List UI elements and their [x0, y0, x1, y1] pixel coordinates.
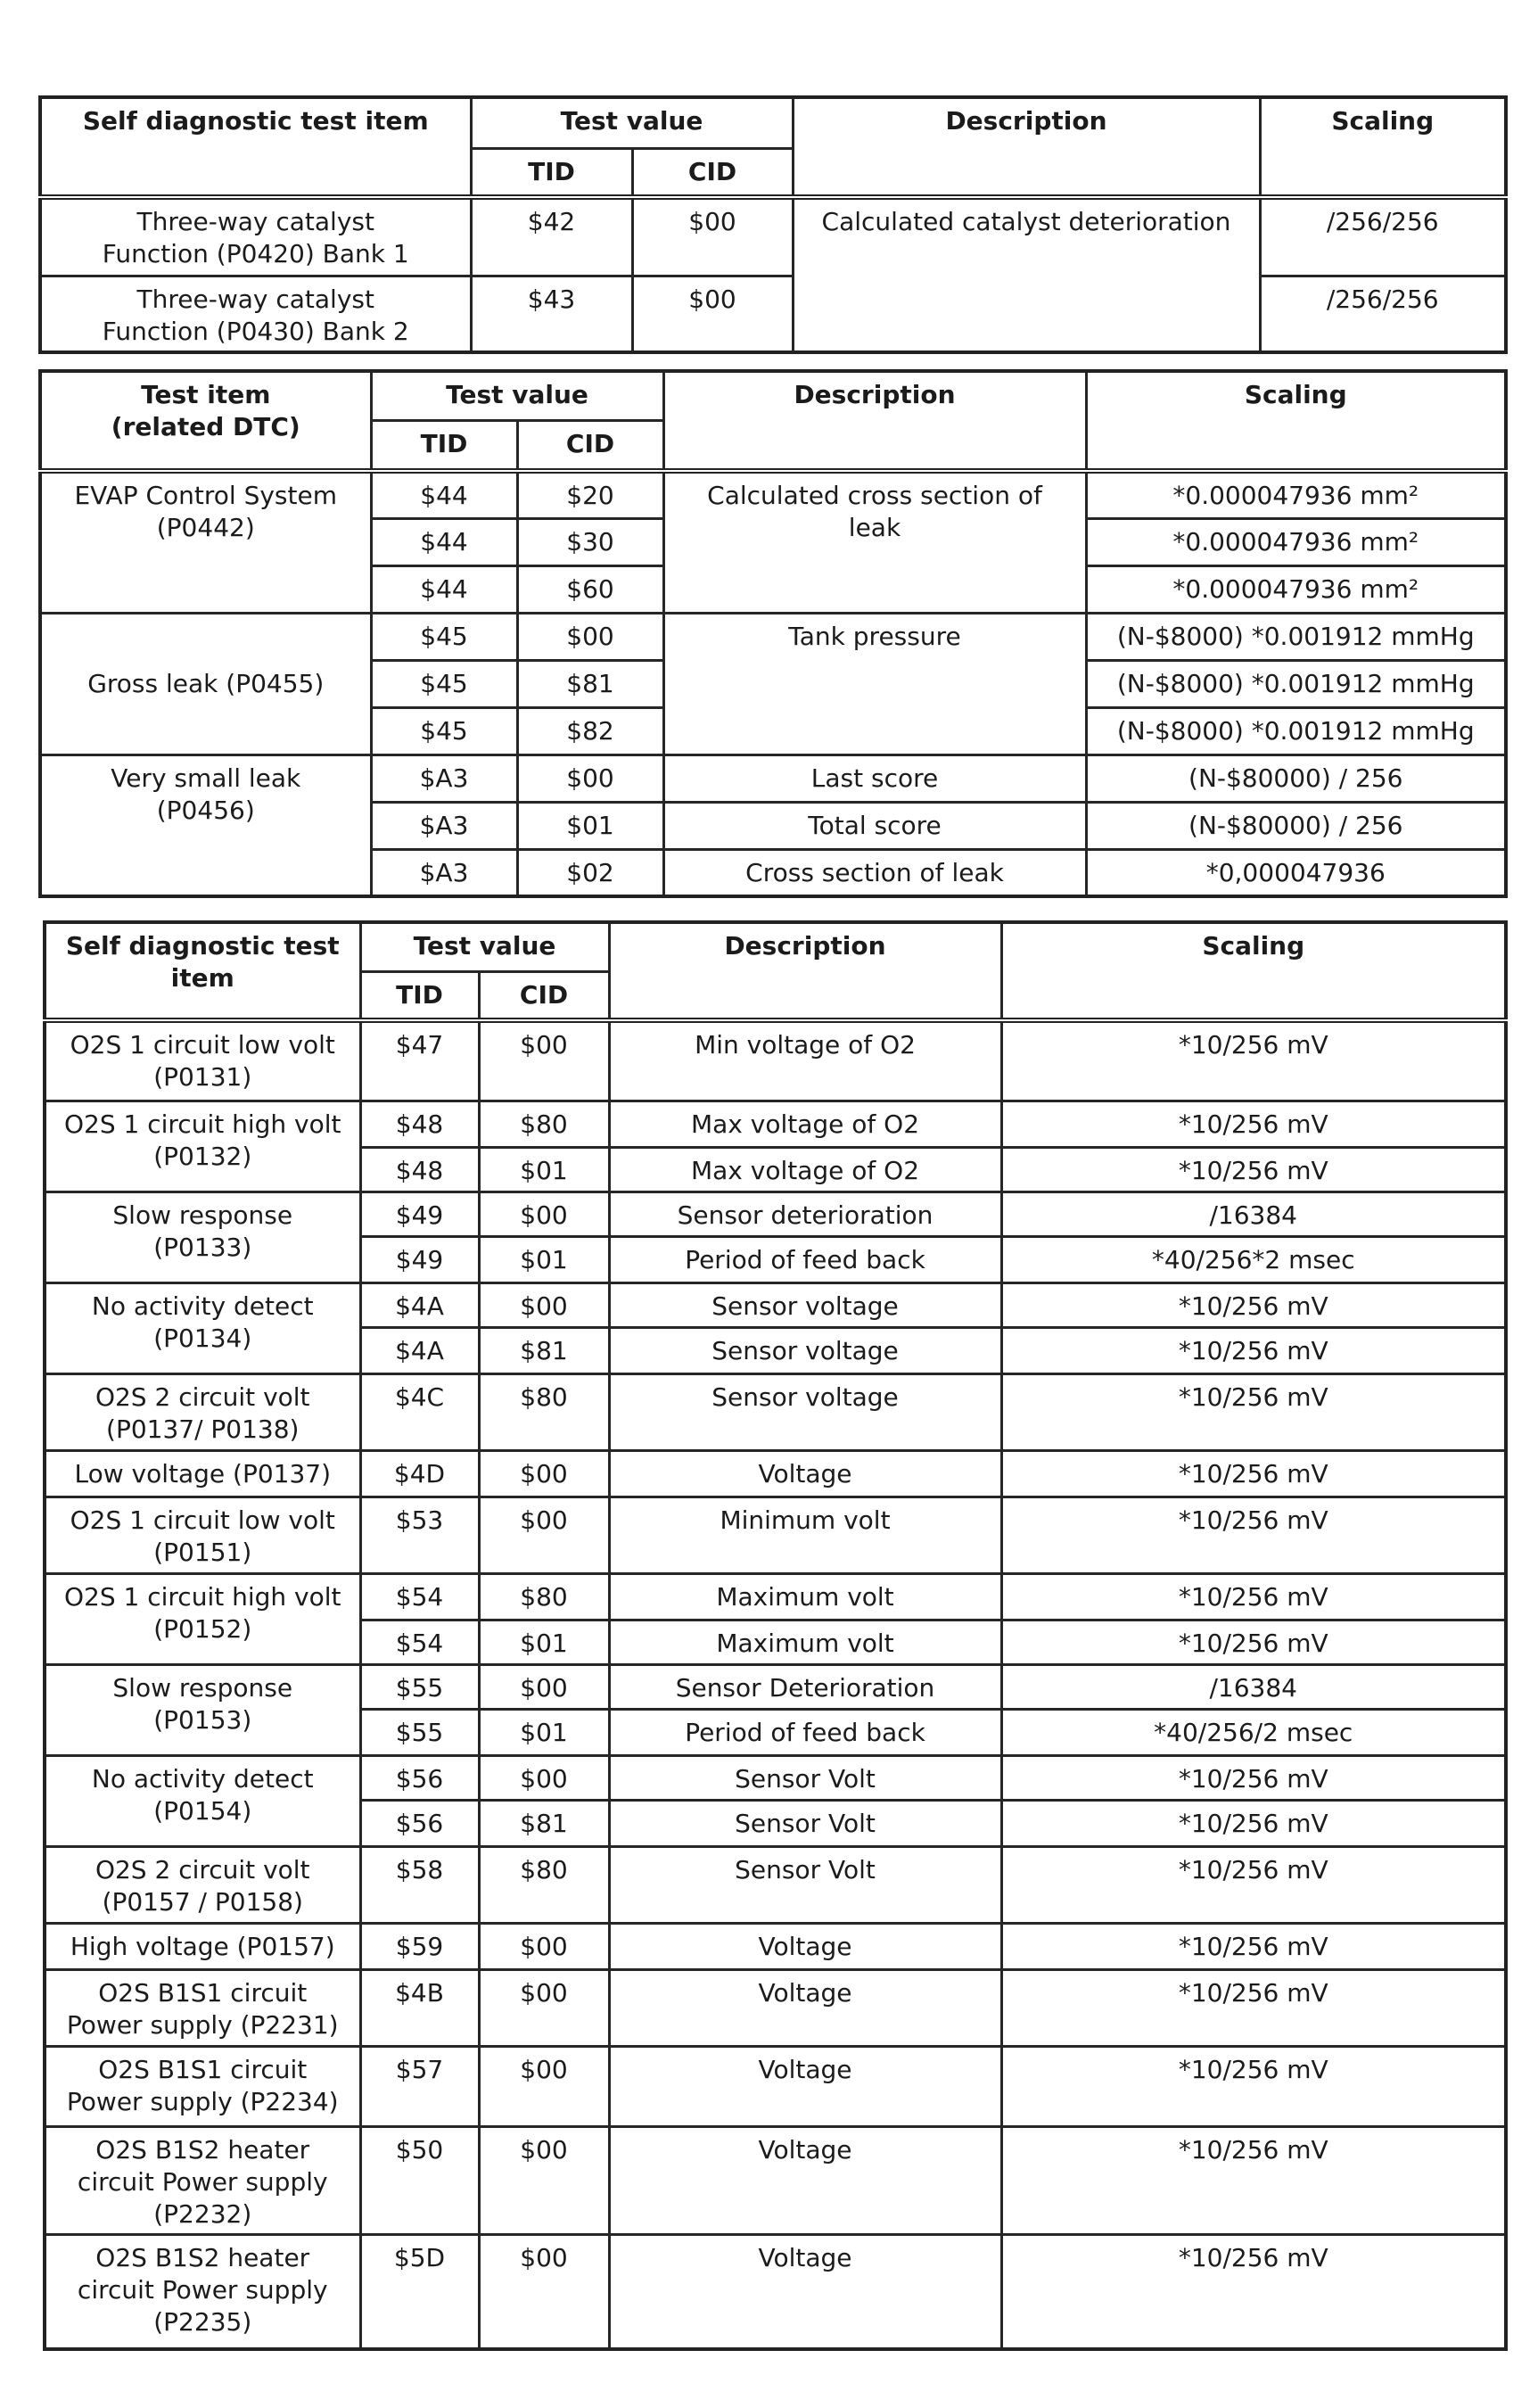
description-cell: Min voltage of O2: [609, 1020, 1001, 1101]
test-item-cell: No activity detect (P0134): [45, 1282, 360, 1373]
tid-cell: $56: [360, 1755, 479, 1800]
header-row: [40, 371, 1506, 420]
header-description: Description: [663, 371, 1086, 471]
scaling-cell: *0.000047936 mm²: [1086, 565, 1506, 613]
scaling-cell: *10/256 mV: [1001, 1327, 1506, 1373]
cid-cell: $60: [517, 565, 663, 613]
scaling-cell: *10/256 mV: [1001, 2046, 1506, 2126]
scaling-cell: *10/256 mV: [1001, 1147, 1506, 1192]
tid-cell: $5D: [360, 2234, 479, 2349]
scaling-cell: *40/256*2 msec: [1001, 1236, 1506, 1282]
cid-cell: $81: [479, 1327, 609, 1373]
cid-cell: $01: [517, 802, 663, 849]
tid-cell: $47: [360, 1020, 479, 1101]
table-row: [45, 1450, 1506, 1497]
test-item-cell: O2S 1 circuit high volt (P0132): [45, 1101, 360, 1192]
tid-cell: $A3: [371, 802, 517, 849]
test-item-cell: Very small leak (P0456): [40, 755, 371, 896]
description-cell: Total score: [663, 802, 1086, 849]
scaling-cell: *10/256 mV: [1001, 2234, 1506, 2349]
scaling-cell: *10/256 mV: [1001, 1969, 1506, 2046]
tid-cell: $48: [360, 1101, 479, 1147]
cid-cell: $00: [479, 2046, 609, 2126]
table-row: [45, 1923, 1506, 1969]
tid-cell: $57: [360, 2046, 479, 2126]
cid-cell: $00: [479, 1497, 609, 1573]
scaling-cell: *10/256 mV: [1001, 1620, 1506, 1664]
test-item-cell: O2S B1S1 circuit Power supply (P2234): [45, 2046, 360, 2126]
tid-cell: $48: [360, 1147, 479, 1192]
test-item-cell: O2S B1S2 heater circuit Power supply (P2232): [45, 2126, 360, 2234]
header-tid: TID: [360, 971, 479, 1020]
test-item-cell: O2S 2 circuit volt (P0137/ P0138): [45, 1373, 360, 1450]
description-cell: Period of feed back: [609, 1709, 1001, 1755]
header-tid: TID: [471, 148, 632, 197]
description-cell: Voltage: [609, 1923, 1001, 1969]
scaling-cell: *0,000047936: [1086, 849, 1506, 896]
scaling-cell: *0.000047936 mm²: [1086, 518, 1506, 565]
tid-cell: $54: [360, 1573, 479, 1620]
description-cell: Calculated catalyst deterioration: [793, 197, 1260, 352]
description-cell: Tank pressure: [663, 613, 1086, 755]
tid-cell: $4D: [360, 1450, 479, 1497]
test-item-cell: O2S 1 circuit high volt (P0152): [45, 1573, 360, 1664]
description-cell: Calculated cross section of leak: [663, 471, 1086, 613]
scaling-cell: /256/256: [1260, 276, 1506, 352]
scaling-cell: *10/256 mV: [1001, 1923, 1506, 1969]
test-item-cell: Low voltage (P0137): [45, 1450, 360, 1497]
tid-cell: $4B: [360, 1969, 479, 2046]
description-cell: Sensor voltage: [609, 1373, 1001, 1450]
cid-cell: $80: [479, 1846, 609, 1923]
description-cell: Voltage: [609, 2126, 1001, 2234]
tid-cell: $50: [360, 2126, 479, 2234]
description-cell: Sensor Volt: [609, 1800, 1001, 1846]
table-row: [40, 197, 1506, 276]
scaling-cell: *10/256 mV: [1001, 1450, 1506, 1497]
scaling-cell: *10/256 mV: [1001, 1755, 1506, 1800]
scaling-cell: (N-$80000) / 256: [1086, 755, 1506, 802]
cid-cell: $02: [517, 849, 663, 896]
scaling-cell: *10/256 mV: [1001, 1846, 1506, 1923]
table-row: [45, 1755, 1506, 1800]
evap-monitor-table: [38, 369, 1508, 898]
description-cell: Sensor voltage: [609, 1327, 1001, 1373]
cid-cell: $82: [517, 707, 663, 755]
cid-cell: $00: [517, 613, 663, 660]
description-cell: Sensor voltage: [609, 1282, 1001, 1327]
cid-cell: $20: [517, 471, 663, 518]
table-row: [40, 613, 1506, 660]
description-cell: Voltage: [609, 2046, 1001, 2126]
tid-cell: $45: [371, 660, 517, 707]
header-row: [40, 97, 1506, 148]
table-row: [45, 2046, 1506, 2126]
tid-cell: $49: [360, 1192, 479, 1236]
tid-cell: $4C: [360, 1373, 479, 1450]
description-cell: Voltage: [609, 1969, 1001, 2046]
cid-cell: $00: [479, 1282, 609, 1327]
cid-cell: $00: [632, 276, 793, 352]
tid-cell: $4A: [360, 1282, 479, 1327]
cid-cell: $00: [479, 2234, 609, 2349]
tid-cell: $54: [360, 1620, 479, 1664]
header-self-diagnostic-test-item: Self diagnostic test item: [45, 922, 360, 1020]
scaling-cell: *10/256 mV: [1001, 1282, 1506, 1327]
tid-cell: $58: [360, 1846, 479, 1923]
tid-cell: $4A: [360, 1327, 479, 1373]
description-cell: Voltage: [609, 2234, 1001, 2349]
header-scaling: Scaling: [1260, 97, 1506, 197]
cid-cell: $80: [479, 1573, 609, 1620]
description-cell: Sensor Deterioration: [609, 1664, 1001, 1709]
tid-cell: $A3: [371, 755, 517, 802]
table-row: [45, 1020, 1506, 1101]
table-row: [45, 1373, 1506, 1450]
scaling-cell: *10/256 mV: [1001, 1020, 1506, 1101]
tid-cell: $49: [360, 1236, 479, 1282]
test-item-cell: O2S 1 circuit low volt (P0151): [45, 1497, 360, 1573]
tid-cell: $59: [360, 1923, 479, 1969]
test-item-cell: Three-way catalyst Function (P0420) Bank 1: [40, 197, 471, 276]
scaling-cell: *10/256 mV: [1001, 1373, 1506, 1450]
scaling-cell: (N-$8000) *0.001912 mmHg: [1086, 660, 1506, 707]
scaling-cell: (N-$80000) / 256: [1086, 802, 1506, 849]
description-cell: Max voltage of O2: [609, 1147, 1001, 1192]
header-cid: CID: [632, 148, 793, 197]
description-cell: Sensor Volt: [609, 1846, 1001, 1923]
table-row: [45, 1664, 1506, 1709]
header-scaling: Scaling: [1001, 922, 1506, 1020]
header-self-diagnostic-test-item: Self diagnostic test item: [40, 97, 471, 197]
header-row: [45, 922, 1506, 971]
header-cid: CID: [479, 971, 609, 1020]
description-cell: Sensor Volt: [609, 1755, 1001, 1800]
scaling-cell: *10/256 mV: [1001, 1800, 1506, 1846]
description-cell: Minimum volt: [609, 1497, 1001, 1573]
cid-cell: $80: [479, 1101, 609, 1147]
tid-cell: $44: [371, 518, 517, 565]
cid-cell: $00: [479, 1969, 609, 2046]
test-item-cell: O2S B1S2 heater circuit Power supply (P2235): [45, 2234, 360, 2349]
tid-cell: $42: [471, 197, 632, 276]
scaling-cell: /16384: [1001, 1664, 1506, 1709]
header-test-value: Test value: [360, 922, 609, 971]
test-item-cell: EVAP Control System (P0442): [40, 471, 371, 613]
cid-cell: $00: [479, 1923, 609, 1969]
tid-cell: $53: [360, 1497, 479, 1573]
tid-cell: $55: [360, 1664, 479, 1709]
test-item-cell: O2S 2 circuit volt (P0157 / P0158): [45, 1846, 360, 1923]
test-item-cell: O2S 1 circuit low volt (P0131): [45, 1020, 360, 1101]
description-cell: Last score: [663, 755, 1086, 802]
cid-cell: $01: [479, 1236, 609, 1282]
test-item-cell: Three-way catalyst Function (P0430) Bank 2: [40, 276, 471, 352]
scaling-cell: *10/256 mV: [1001, 1101, 1506, 1147]
tid-cell: $56: [360, 1800, 479, 1846]
table-row: [45, 1573, 1506, 1620]
test-item-cell: Slow response (P0153): [45, 1664, 360, 1755]
description-cell: Max voltage of O2: [609, 1101, 1001, 1147]
table-row: [45, 2126, 1506, 2234]
scaling-cell: /256/256: [1260, 197, 1506, 276]
table-row: [45, 1282, 1506, 1327]
scaling-cell: (N-$8000) *0.001912 mmHg: [1086, 707, 1506, 755]
scaling-cell: /16384: [1001, 1192, 1506, 1236]
header-description: Description: [793, 97, 1260, 197]
tid-cell: $43: [471, 276, 632, 352]
tid-cell: $55: [360, 1709, 479, 1755]
table-row: [45, 1101, 1506, 1147]
cid-cell: $01: [479, 1709, 609, 1755]
test-item-cell: No activity detect (P0154): [45, 1755, 360, 1846]
table-row: [45, 1192, 1506, 1236]
tid-cell: $44: [371, 471, 517, 518]
header-test-value: Test value: [371, 371, 663, 420]
cid-cell: $30: [517, 518, 663, 565]
table-row: [40, 471, 1506, 518]
cid-cell: $00: [479, 1664, 609, 1709]
test-item-cell: O2S B1S1 circuit Power supply (P2231): [45, 1969, 360, 2046]
catalyst-monitor-table: [38, 95, 1508, 354]
test-item-cell: High voltage (P0157): [45, 1923, 360, 1969]
scaling-cell: *10/256 mV: [1001, 1497, 1506, 1573]
description-cell: Voltage: [609, 1450, 1001, 1497]
cid-cell: $00: [479, 1020, 609, 1101]
description-cell: Maximum volt: [609, 1620, 1001, 1664]
cid-cell: $00: [517, 755, 663, 802]
tid-cell: $45: [371, 707, 517, 755]
scaling-cell: (N-$8000) *0.001912 mmHg: [1086, 613, 1506, 660]
scaling-cell: *0.000047936 mm²: [1086, 471, 1506, 518]
cid-cell: $00: [479, 1450, 609, 1497]
tid-cell: $A3: [371, 849, 517, 896]
cid-cell: $00: [632, 197, 793, 276]
header-description: Description: [609, 922, 1001, 1020]
description-cell: Sensor deterioration: [609, 1192, 1001, 1236]
cid-cell: $01: [479, 1147, 609, 1192]
description-cell: Maximum volt: [609, 1573, 1001, 1620]
scaling-cell: *40/256/2 msec: [1001, 1709, 1506, 1755]
header-scaling: Scaling: [1086, 371, 1506, 471]
tid-cell: $44: [371, 565, 517, 613]
table-row: [45, 1846, 1506, 1923]
table-row: [40, 276, 1506, 352]
o2-sensor-monitor-table: [43, 920, 1508, 2351]
cid-cell: $81: [479, 1800, 609, 1846]
table-row: [45, 1969, 1506, 2046]
tid-cell: $45: [371, 613, 517, 660]
description-cell: Cross section of leak: [663, 849, 1086, 896]
cid-cell: $00: [479, 1192, 609, 1236]
header-test-item: Test item (related DTC): [40, 371, 371, 471]
header-tid: TID: [371, 420, 517, 471]
cid-cell: $00: [479, 2126, 609, 2234]
cid-cell: $00: [479, 1755, 609, 1800]
description-cell: Period of feed back: [609, 1236, 1001, 1282]
table-row: [45, 2234, 1506, 2349]
cid-cell: $80: [479, 1373, 609, 1450]
test-item-cell: Slow response (P0133): [45, 1192, 360, 1282]
table-row: [45, 1497, 1506, 1573]
scaling-cell: *10/256 mV: [1001, 1573, 1506, 1620]
scaling-cell: *10/256 mV: [1001, 2126, 1506, 2234]
cid-cell: $01: [479, 1620, 609, 1664]
header-test-value: Test value: [471, 97, 793, 148]
test-item-cell: Gross leak (P0455): [40, 613, 371, 755]
cid-cell: $81: [517, 660, 663, 707]
table-row: [40, 755, 1506, 802]
header-cid: CID: [517, 420, 663, 471]
